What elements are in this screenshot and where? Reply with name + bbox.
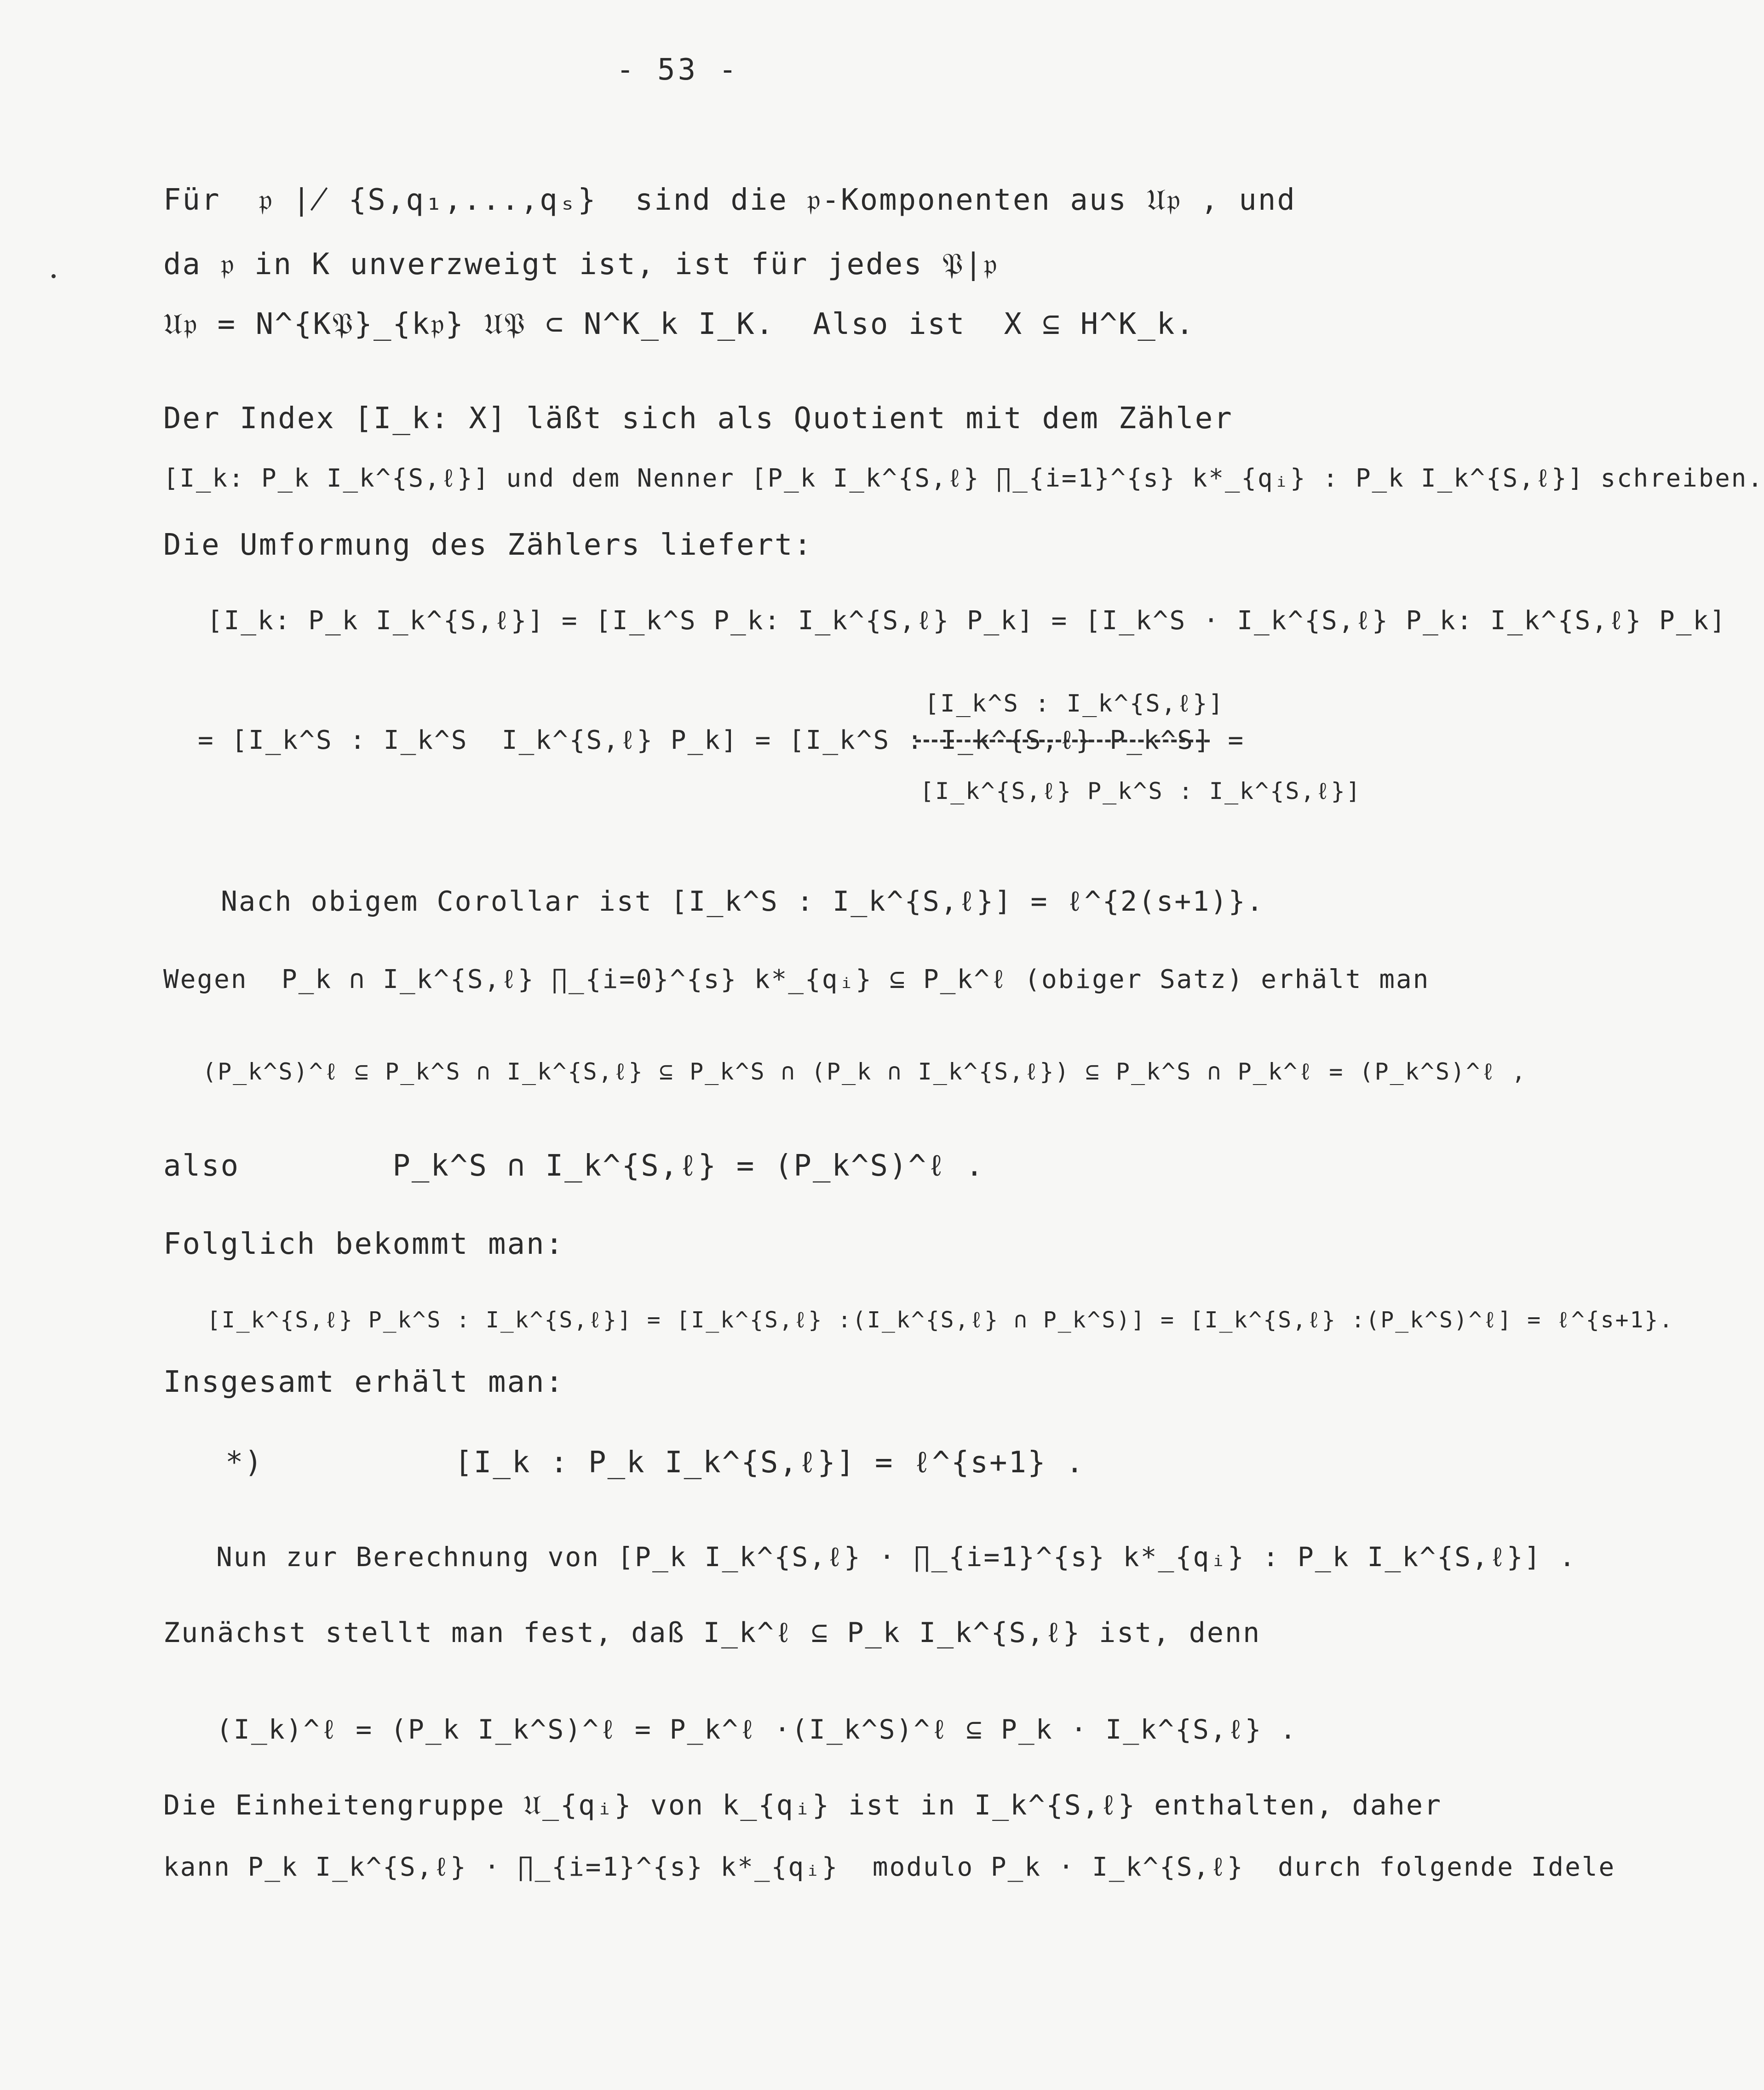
text-line: Folglich bekommt man: bbox=[163, 1227, 565, 1261]
equation-line: [I_k: P_k I_k^{S,ℓ}] = [I_k^S P_k: I_k^{S,ℓ} P_k] = [I_k^S · I_k^{S,ℓ} P_k: I_k^{S,ℓ} P_k] bbox=[207, 606, 1727, 636]
text-line: Die Umformung des Zählers liefert: bbox=[163, 528, 813, 562]
equation-line: = [I_k^S : I_k^S I_k^{S,ℓ} P_k] = [I_k^S : I_k^{S,ℓ} P_k^S] = bbox=[198, 725, 1245, 755]
text-line: Insgesamt erhält man: bbox=[163, 1365, 565, 1399]
text-line: Nun zur Berechnung von [P_k I_k^{S,ℓ} · ∏_{i=1}^{s} k*_{qᵢ} : P_k I_k^{S,ℓ}] . bbox=[216, 1541, 1577, 1573]
fraction-bar bbox=[915, 740, 1210, 742]
text-line: Für 𝔭 ∤ {S,q₁,...,qₛ} sind die 𝔭-Komponenten aus 𝔘𝔭 , und bbox=[163, 183, 1296, 217]
text-line: Der Index [I_k: X] läßt sich als Quotient mit dem Zähler bbox=[163, 402, 1233, 436]
text-line: kann P_k I_k^{S,ℓ} · ∏_{i=1}^{s} k*_{qᵢ} modulo P_k · I_k^{S,ℓ} durch folgende Idele bbox=[163, 1852, 1616, 1882]
equation-line: (I_k)^ℓ = (P_k I_k^S)^ℓ = P_k^ℓ ·(I_k^S)^ℓ ⊆ P_k · I_k^{S,ℓ} . bbox=[216, 1714, 1298, 1745]
page-number: - 53 - bbox=[616, 53, 740, 87]
text-line: Nach obigem Corollar ist [I_k^S : I_k^{S,ℓ}] = ℓ^{2(s+1)}. bbox=[221, 885, 1264, 918]
text-line: also P_k^S ∩ I_k^{S,ℓ} = (P_k^S)^ℓ . bbox=[163, 1149, 985, 1183]
text-line: 𝔘𝔭 = N^{K𝔓}_{k𝔭} 𝔘𝔓 ⊂ N^K_k I_K. Also ist X ⊆ H^K_k. bbox=[163, 307, 1195, 341]
text-line: da 𝔭 in K unverzweigt ist, ist für jedes 𝔓|𝔭 bbox=[163, 247, 999, 281]
text-line: Wegen P_k ∩ I_k^{S,ℓ} ∏_{i=0}^{s} k*_{qᵢ} ⊆ P_k^ℓ (obiger Satz) erhält man bbox=[163, 965, 1430, 994]
equation-line: [I_k^{S,ℓ} P_k^S : I_k^{S,ℓ}] = [I_k^{S,ℓ} :(I_k^{S,ℓ} ∩ P_k^S)] = [I_k^{S,ℓ} :(P_k^S)^ℓ] = ℓ^{s+1}. bbox=[207, 1307, 1674, 1333]
text-line: Zunächst stellt man fest, daß I_k^ℓ ⊆ P_k I_k^{S,ℓ} ist, denn bbox=[163, 1617, 1261, 1649]
equation-line: (P_k^S)^ℓ ⊆ P_k^S ∩ I_k^{S,ℓ} ⊆ P_k^S ∩ (P_k ∩ I_k^{S,ℓ}) ⊆ P_k^S ∩ P_k^ℓ = (P_k^S)^ℓ , bbox=[202, 1058, 1527, 1085]
equation-line: *) [I_k : P_k I_k^{S,ℓ}] = ℓ^{s+1} . bbox=[225, 1446, 1085, 1480]
text-line: Die Einheitengruppe 𝔘_{qᵢ} von k_{qᵢ} ist in I_k^{S,ℓ} enthalten, daher bbox=[163, 1789, 1442, 1821]
margin-dot bbox=[52, 274, 56, 278]
fraction-numerator: [I_k^S : I_k^{S,ℓ}] bbox=[925, 690, 1224, 718]
text-line: [I_k: P_k I_k^{S,ℓ}] und dem Nenner [P_k I_k^{S,ℓ} ∏_{i=1}^{s} k*_{qᵢ} : P_k I_k^{S,ℓ}] schreiben. bbox=[163, 464, 1764, 493]
fraction-denominator: [I_k^{S,ℓ} P_k^S : I_k^{S,ℓ}] bbox=[920, 778, 1362, 804]
